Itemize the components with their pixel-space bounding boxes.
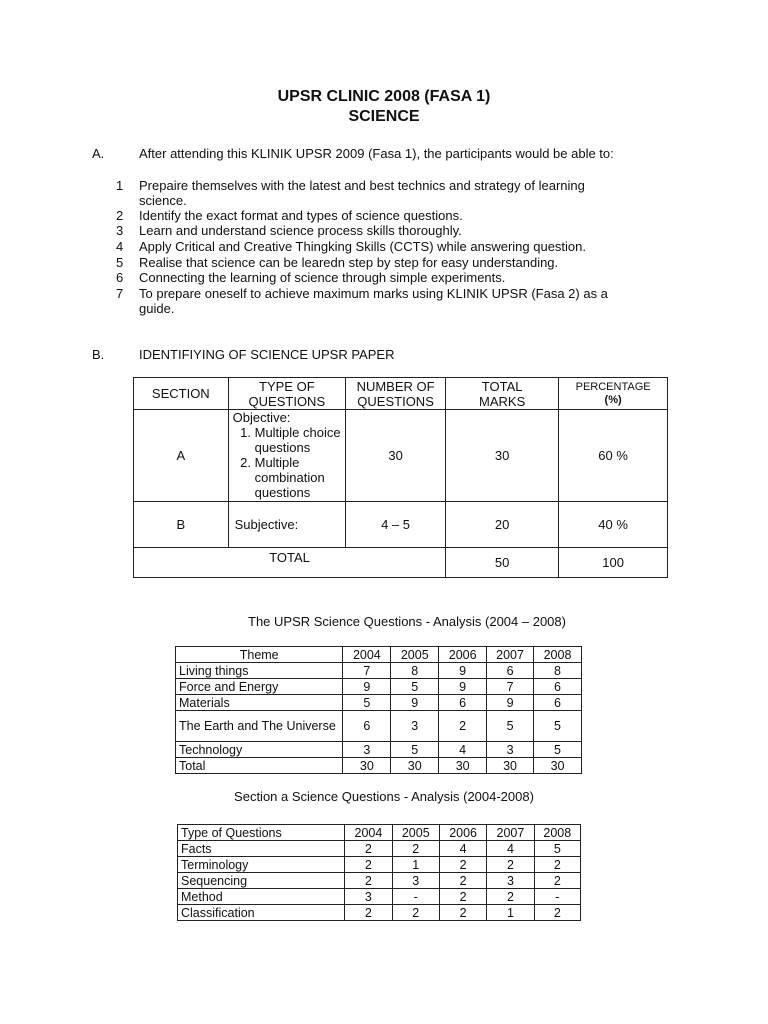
table-cell: Total	[176, 758, 343, 774]
header-cell: 2004	[345, 825, 392, 841]
section-b-cell: B	[134, 502, 229, 548]
header-cell: Theme	[176, 647, 343, 663]
table-row	[178, 841, 581, 857]
header-cell: 2005	[391, 647, 439, 663]
table-cell: 9	[391, 695, 439, 711]
table-cell: 2	[534, 873, 580, 889]
table-cell: 2	[439, 905, 486, 921]
table-cell: 5	[534, 742, 582, 758]
table-cell: 6	[487, 663, 534, 679]
list-item: 1. Multiple choice questions	[255, 425, 341, 455]
table-cell: 5	[534, 711, 582, 742]
table-row	[176, 742, 582, 758]
table-cell: 30	[343, 758, 391, 774]
table-cell: 5	[487, 711, 534, 742]
table-row	[178, 873, 581, 889]
table-cell: 2	[487, 889, 534, 905]
table-cell: 3	[392, 873, 439, 889]
table-cell: 2	[345, 857, 392, 873]
section-b-label: B.	[92, 347, 105, 362]
header-cell: 2006	[439, 647, 487, 663]
list-item-number: 6	[116, 270, 124, 285]
theme-analysis-table	[175, 646, 582, 774]
table-cell: -	[392, 889, 439, 905]
section-a-label: A.	[92, 146, 105, 161]
table-cell: 3	[487, 742, 534, 758]
total-marks: 50	[446, 548, 559, 578]
table-row	[176, 711, 582, 742]
list-item: 2. Multiple combination questions	[255, 455, 341, 500]
table-cell: 8	[391, 663, 439, 679]
list-item-number: 4	[116, 239, 124, 254]
table-cell: 2	[439, 857, 486, 873]
list-item-text: To prepare oneself to achieve maximum marks using KLINIK UPSR (Fasa 2) as a	[139, 286, 608, 301]
header-cell: 2007	[487, 647, 534, 663]
table-cell: 3	[487, 873, 534, 889]
table-cell: Materials	[176, 695, 343, 711]
table-cell: 2	[392, 841, 439, 857]
number-cell: 4 – 5	[346, 502, 446, 548]
table-cell: 6	[343, 711, 391, 742]
header-cell: Type of Questions	[178, 825, 345, 841]
table-cell: 2	[345, 841, 392, 857]
objective-type-cell: Objective: 1. Multiple choice questions 2. Multiple combination questions	[228, 410, 345, 502]
list-item-number: 5	[116, 255, 124, 270]
table-cell: 2	[487, 857, 534, 873]
table-cell: Sequencing	[178, 873, 345, 889]
table-header-row	[134, 378, 668, 410]
table-row	[178, 889, 581, 905]
list-item-number: 1	[116, 178, 124, 193]
table-cell: 2	[439, 711, 487, 742]
section-a-intro: After attending this KLINIK UPSR 2009 (Fasa 1), the participants would be able to:	[139, 146, 614, 161]
list-item-text: Identify the exact format and types of science questions.	[139, 208, 463, 223]
table-cell: 6	[534, 695, 582, 711]
header-section: SECTION	[134, 378, 229, 410]
table-header-row	[178, 825, 581, 841]
table-cell: 6	[534, 679, 582, 695]
table-cell: 30	[487, 758, 534, 774]
total-row	[176, 758, 582, 774]
percentage-cell: 60 %	[559, 410, 668, 502]
list-item-text: Realise that science can be learedn step by step for easy understanding.	[139, 255, 559, 270]
table-cell: 2	[439, 889, 486, 905]
table-cell: Classification	[178, 905, 345, 921]
list-item-text: Learn and understand science process skills thoroughly.	[139, 223, 462, 238]
list-item-text: guide.	[139, 301, 175, 316]
list-item-number: 7	[116, 286, 124, 301]
number-cell: 30	[346, 410, 446, 502]
list-item-text: Apply Critical and Creative Thingking Skills (CCTS) while answering question.	[139, 239, 587, 254]
table-row	[176, 695, 582, 711]
table-cell: 5	[534, 841, 580, 857]
table-cell: 30	[439, 758, 487, 774]
table-cell: -	[534, 889, 580, 905]
table-cell: 30	[534, 758, 582, 774]
table-row	[178, 857, 581, 873]
header-cell: 2008	[534, 647, 582, 663]
table-row	[134, 410, 668, 502]
document-title: UPSR CLINIC 2008 (FASA 1)	[277, 88, 491, 105]
list-item-text: Connecting the learning of science through simple experiments.	[139, 270, 506, 285]
table-cell: 7	[487, 679, 534, 695]
theme-table-caption: The UPSR Science Questions - Analysis (2004 – 2008)	[248, 614, 566, 629]
section-a-analysis-table	[177, 824, 581, 921]
table-cell: 4	[487, 841, 534, 857]
table-cell: 2	[392, 905, 439, 921]
table-row	[178, 905, 581, 921]
table-cell: Living things	[176, 663, 343, 679]
table-cell: 7	[343, 663, 391, 679]
subjective-type-cell: Subjective:	[228, 502, 345, 548]
table-cell: Technology	[176, 742, 343, 758]
list-item-text: Prepaire themselves with the latest and best technics and strategy of learning	[139, 178, 585, 193]
list-item-number: 2	[116, 208, 124, 223]
marks-cell: 30	[446, 410, 559, 502]
table-cell: 4	[439, 742, 487, 758]
section-b-heading: IDENTIFIYING OF SCIENCE UPSR PAPER	[139, 347, 395, 362]
header-type: TYPE OF QUESTIONS	[228, 378, 345, 410]
header-percentage: PERCENTAGE (%)	[559, 378, 668, 410]
table-cell: Facts	[178, 841, 345, 857]
list-item-number: 3	[116, 223, 124, 238]
table-row	[176, 679, 582, 695]
table-cell: 6	[439, 695, 487, 711]
table-cell: 9	[487, 695, 534, 711]
table-cell: Force and Energy	[176, 679, 343, 695]
table-cell: 30	[391, 758, 439, 774]
percentage-cell: 40 %	[559, 502, 668, 548]
header-number: NUMBER OF QUESTIONS	[346, 378, 446, 410]
table-cell: 2	[534, 857, 580, 873]
document-subtitle: SCIENCE	[348, 108, 420, 125]
table-cell: Method	[178, 889, 345, 905]
header-cell: 2008	[534, 825, 580, 841]
list-item-text: science.	[139, 193, 187, 208]
header-marks: TOTAL MARKS	[446, 378, 559, 410]
table-cell: 2	[439, 873, 486, 889]
header-cell: 2004	[343, 647, 391, 663]
table-cell: 5	[343, 695, 391, 711]
table-cell: 3	[345, 889, 392, 905]
table-cell: 9	[439, 663, 487, 679]
table-cell: 9	[343, 679, 391, 695]
table-row	[176, 663, 582, 679]
section-a-cell: A	[134, 410, 229, 502]
header-cell: 2007	[487, 825, 534, 841]
paper-format-table	[133, 377, 668, 578]
table-cell: 3	[391, 711, 439, 742]
table-cell: The Earth and The Universe	[176, 711, 343, 742]
table-cell: Terminology	[178, 857, 345, 873]
table-cell: 4	[439, 841, 486, 857]
table-cell: 2	[345, 905, 392, 921]
header-cell: 2005	[392, 825, 439, 841]
table-cell: 9	[439, 679, 487, 695]
table-cell: 2	[534, 905, 580, 921]
table-cell: 5	[391, 679, 439, 695]
table-cell: 5	[391, 742, 439, 758]
total-row	[134, 548, 668, 578]
table-cell: 1	[487, 905, 534, 921]
table-cell: 2	[345, 873, 392, 889]
marks-cell: 20	[446, 502, 559, 548]
table-cell: 1	[392, 857, 439, 873]
section-a-table-caption: Section a Science Questions - Analysis (2004-2008)	[234, 789, 534, 804]
table-header-row	[176, 647, 582, 663]
header-cell: 2006	[439, 825, 486, 841]
table-cell: 8	[534, 663, 582, 679]
total-percentage: 100	[559, 548, 668, 578]
total-label: TOTAL	[134, 548, 446, 578]
table-cell: 3	[343, 742, 391, 758]
table-row	[134, 502, 668, 548]
